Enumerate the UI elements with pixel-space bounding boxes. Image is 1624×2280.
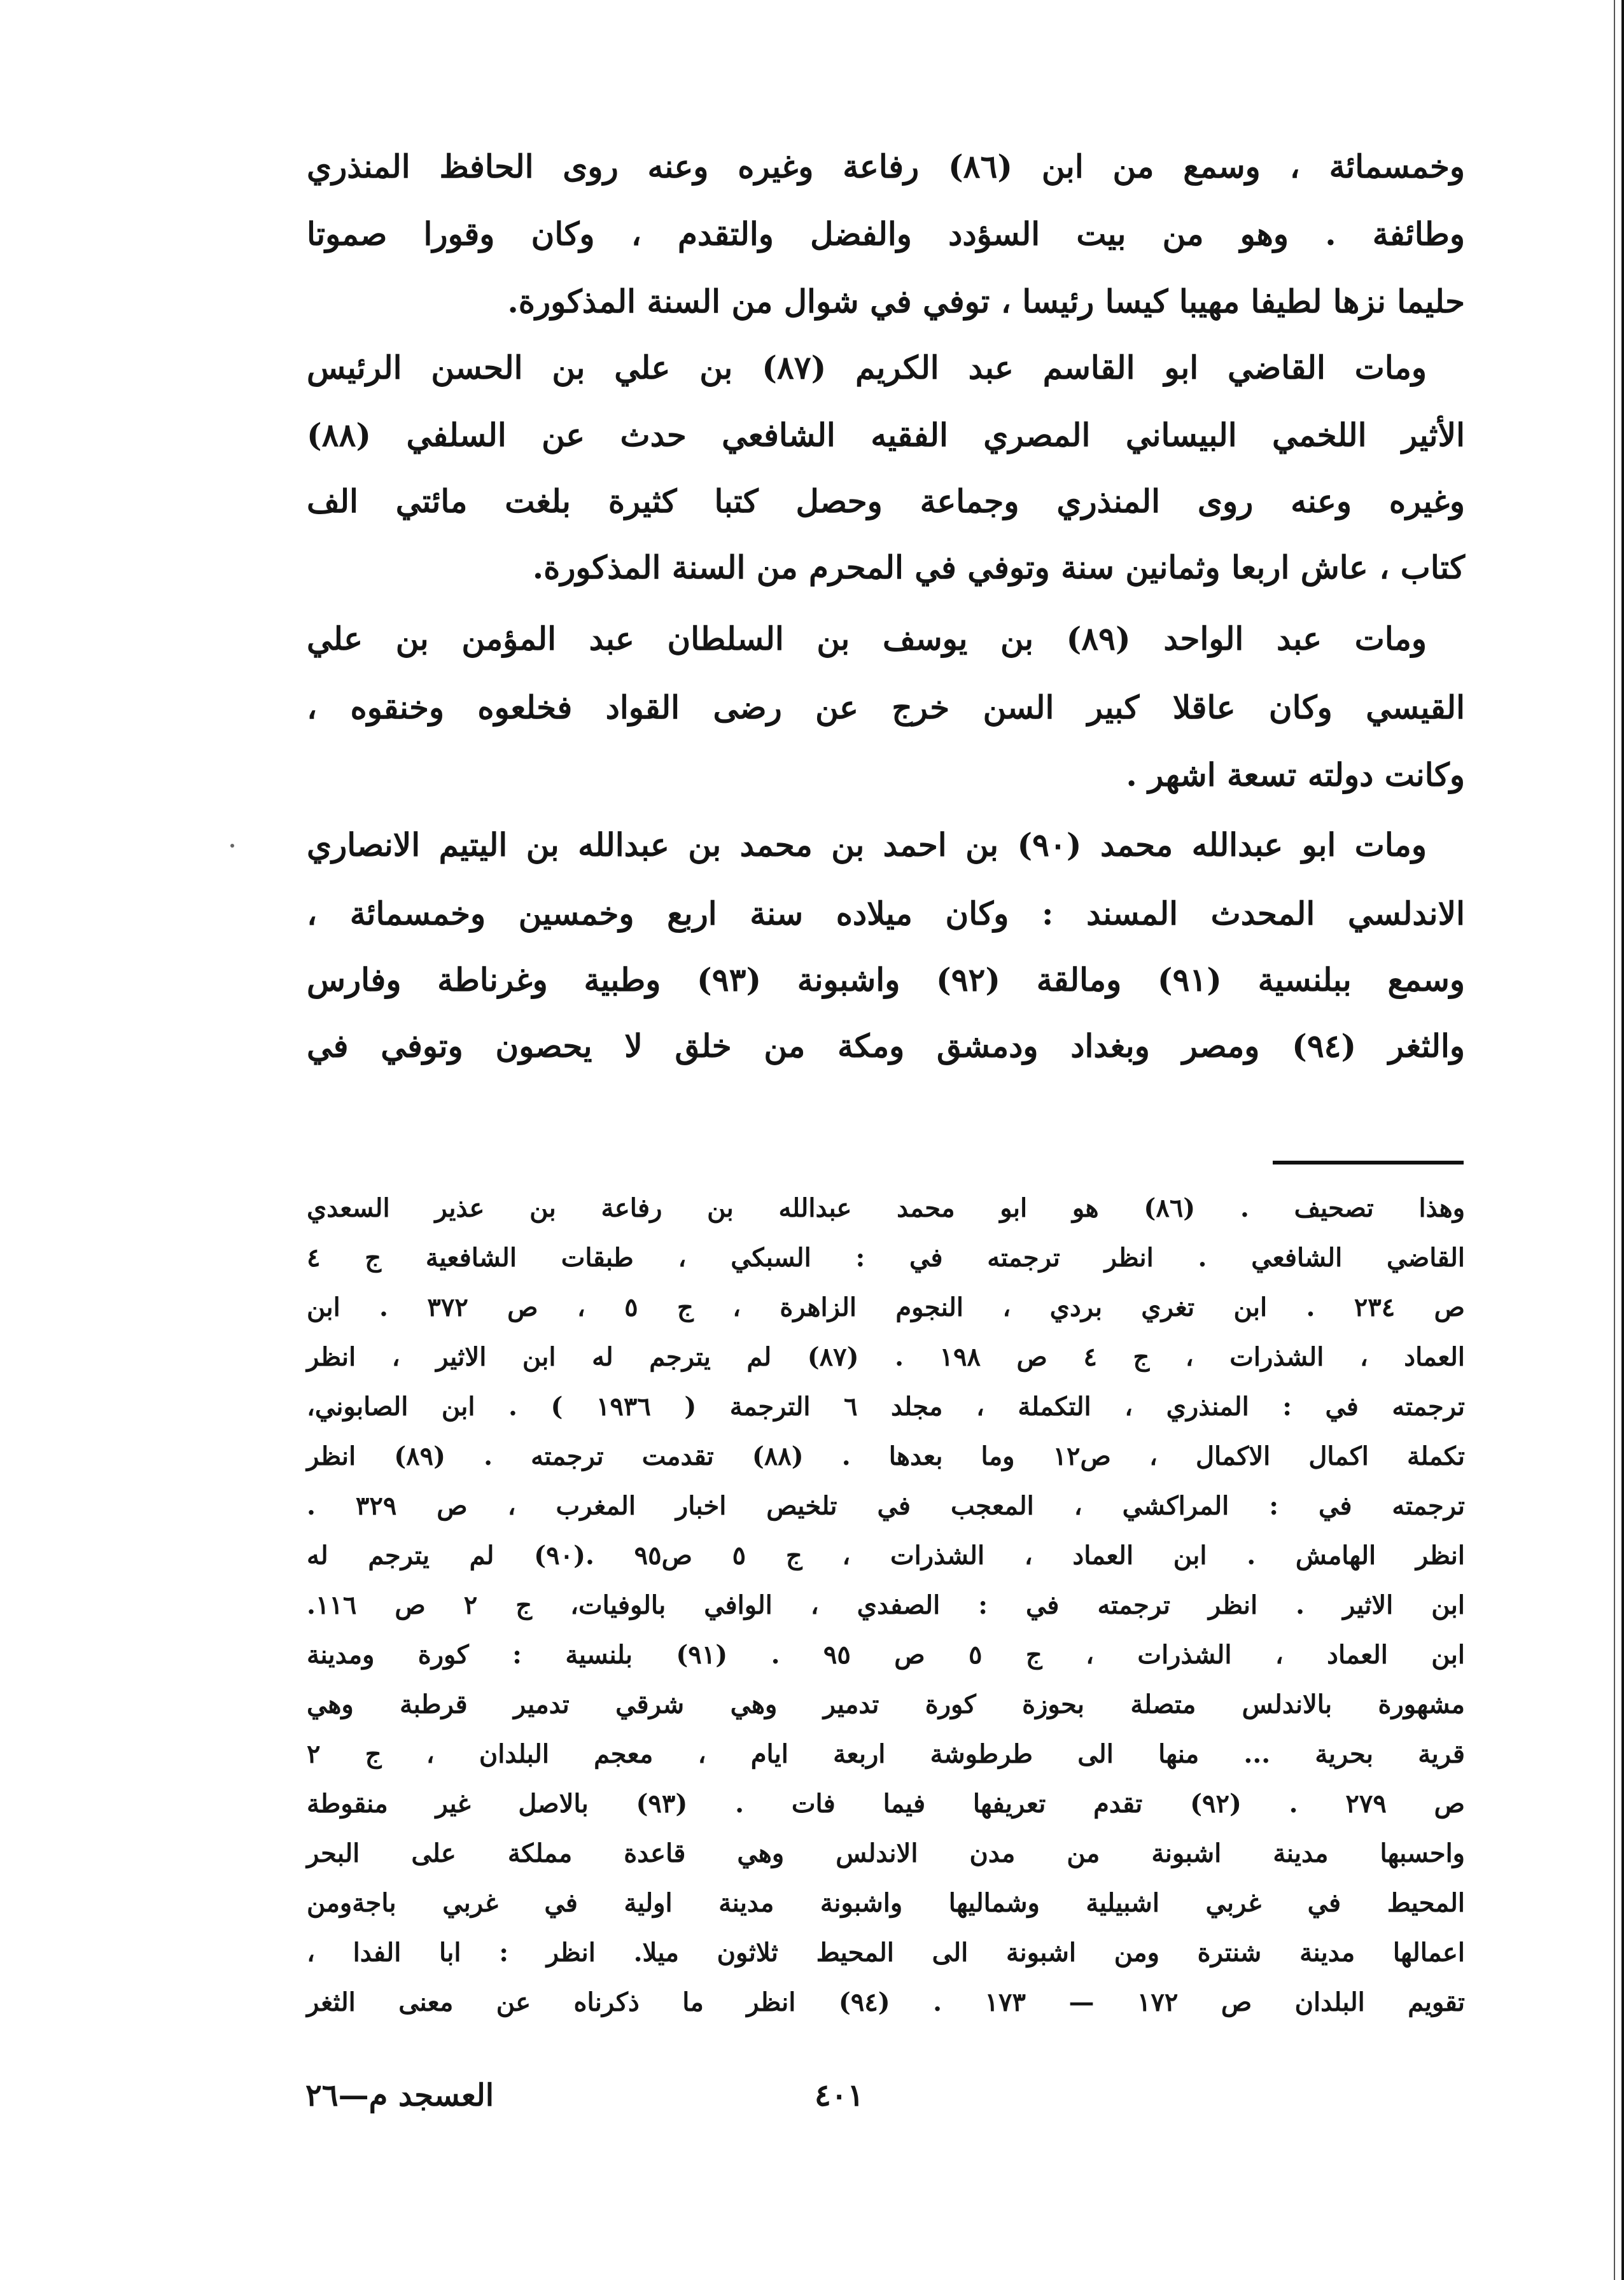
footnote-line: تقويم البلدان ص ١٧٢ — ١٧٣ . (٩٤) انظر ما ذكرناه عن معنى الثغر — [307, 1987, 1465, 2017]
main-line: ومات ابو عبدالله محمد (٩٠) بن احمد بن محمد بن عبدالله بن اليتيم الانصاري — [307, 826, 1427, 864]
main-line: الاندلسي المحدث المسند : وكان ميلاده سنة اربع وخمسين وخمسمائة ، — [307, 895, 1465, 932]
footnote-line: قرية بحرية ... منها الى طرطوشة اربعة ايام ، معجم البلدان ، ج ٢ — [307, 1739, 1465, 1769]
footnote-line: ترجمته في : المنذري ، التكملة ، مجلد ٦ الترجمة ( ١٩٣٦ ) . ابن الصابوني، — [307, 1392, 1465, 1422]
footnote-line: تكملة اكمال الاكمال ، ص١٢ وما بعدها . (٨٨) تقدمت ترجمته . (٨٩) انظر — [307, 1441, 1465, 1471]
signature-mark: العسجد م—٢٦ — [305, 2078, 494, 2113]
main-line: وكانت دولته تسعة اشهر . — [1126, 756, 1465, 794]
footnote-line: القاضي الشافعي . انظر ترجمته في : السبكي ، طبقات الشافعية ج ٤ — [307, 1243, 1465, 1273]
main-line: ومات عبد الواحد (٨٩) بن يوسف بن السلطان عبد المؤمن بن علي — [307, 620, 1427, 657]
main-line: حليما نزها لطيفا مهيبا كيسا رئيسا ، توفي في شوال من السنة المذكورة. — [507, 283, 1465, 320]
main-line: الأثير اللخمي البيساني المصري الفقيه الشافعي حدث عن السلفي (٨٨) — [307, 416, 1465, 454]
main-line: وسمع ببلنسية (٩١) ومالقة (٩٢) واشبونة (٩٣) وطبية وغرناطة وفارس — [307, 961, 1466, 998]
page-edge — [1621, 0, 1624, 2280]
page-edge-shadow — [1614, 0, 1615, 2280]
footnote-line: ابن العماد ، الشذرات ، ج ٥ ص ٩٥ . (٩١) بلنسية : كورة ومدينة — [307, 1640, 1465, 1670]
footnote-line: انظر الهامش . ابن العماد ، الشذرات ، ج ٥ ص٩٥ .(٩٠) لم يترجم له — [307, 1541, 1466, 1570]
main-line: وخمسمائة ، وسمع من ابن (٨٦) رفاعة وغيره وعنه روى الحافظ المنذري — [307, 148, 1465, 185]
footnote-line: وهذا تصحيف . (٨٦) هو ابو محمد عبدالله بن رفاعة بن عذير السعدي — [307, 1193, 1466, 1223]
footnote-line: ترجمته في : المراكشي ، المعجب في تلخيص اخبار المغرب ، ص ٣٢٩ . — [307, 1491, 1465, 1521]
footnote-line: واحسبها مدينة اشبونة من مدن الاندلس وهي قاعدة مملكة على البحر — [307, 1838, 1465, 1868]
main-line: ومات القاضي ابو القاسم عبد الكريم (٨٧) بن علي بن الحسن الرئيس — [307, 349, 1427, 386]
main-line: القيسي وكان عاقلا كبير السن خرج عن رضى القواد فخلعوه وخنقوه ، — [307, 689, 1466, 726]
main-line: والثغر (٩٤) ومصر وبغداد ودمشق ومكة من خلق لا يحصون وتوفي في — [307, 1027, 1465, 1065]
footnote-line: مشهورة بالاندلس متصلة بحوزة كورة تدمير وهي شرقي تدمير قرطبة وهي — [307, 1689, 1465, 1719]
footnote-line: ص ٢٧٩ . (٩٢) تقدم تعريفها فيما فات . (٩٣) بالاصل غير منقوطة — [307, 1789, 1466, 1819]
footnote-line: العماد ، الشذرات ، ج ٤ ص ١٩٨ . (٨٧) لم يترجم له ابن الاثير ، انظر — [307, 1342, 1466, 1372]
footnote-separator — [1273, 1161, 1464, 1164]
main-line: وغيره وعنه روى المنذري وجماعة وحصل كتبا كثيرة بلغت مائتي الف — [307, 482, 1465, 520]
page-number: ٤٠١ — [815, 2078, 864, 2113]
main-line: كتاب ، عاش اربعا وثمانين سنة وتوفي في المحرم من السنة المذكورة. — [532, 549, 1465, 586]
footnote-line: المحيط في غربي اشبيلية وشماليها واشبونة مدينة اولية في غربي باجةومن — [307, 1888, 1465, 1918]
scan-speck — [230, 844, 234, 848]
footnote-line: اعمالها مدينة شنترة ومن اشبونة الى المحيط ثلاثون ميلا. انظر : ابا الفدا ، — [307, 1938, 1465, 1968]
footnote-line: ص ٢٣٤ . ابن تغري بردي ، النجوم الزاهرة ، ج ٥ ، ص ٣٧٢ . ابن — [307, 1292, 1465, 1322]
footnote-line: ابن الاثير . انظر ترجمته في : الصفدي ، الوافي بالوفيات، ج ٢ ص ١١٦. — [307, 1590, 1465, 1620]
main-line: وطائفة . وهو من بيت السؤدد والفضل والتقدم ، وكان وقورا صموتا — [307, 215, 1465, 253]
